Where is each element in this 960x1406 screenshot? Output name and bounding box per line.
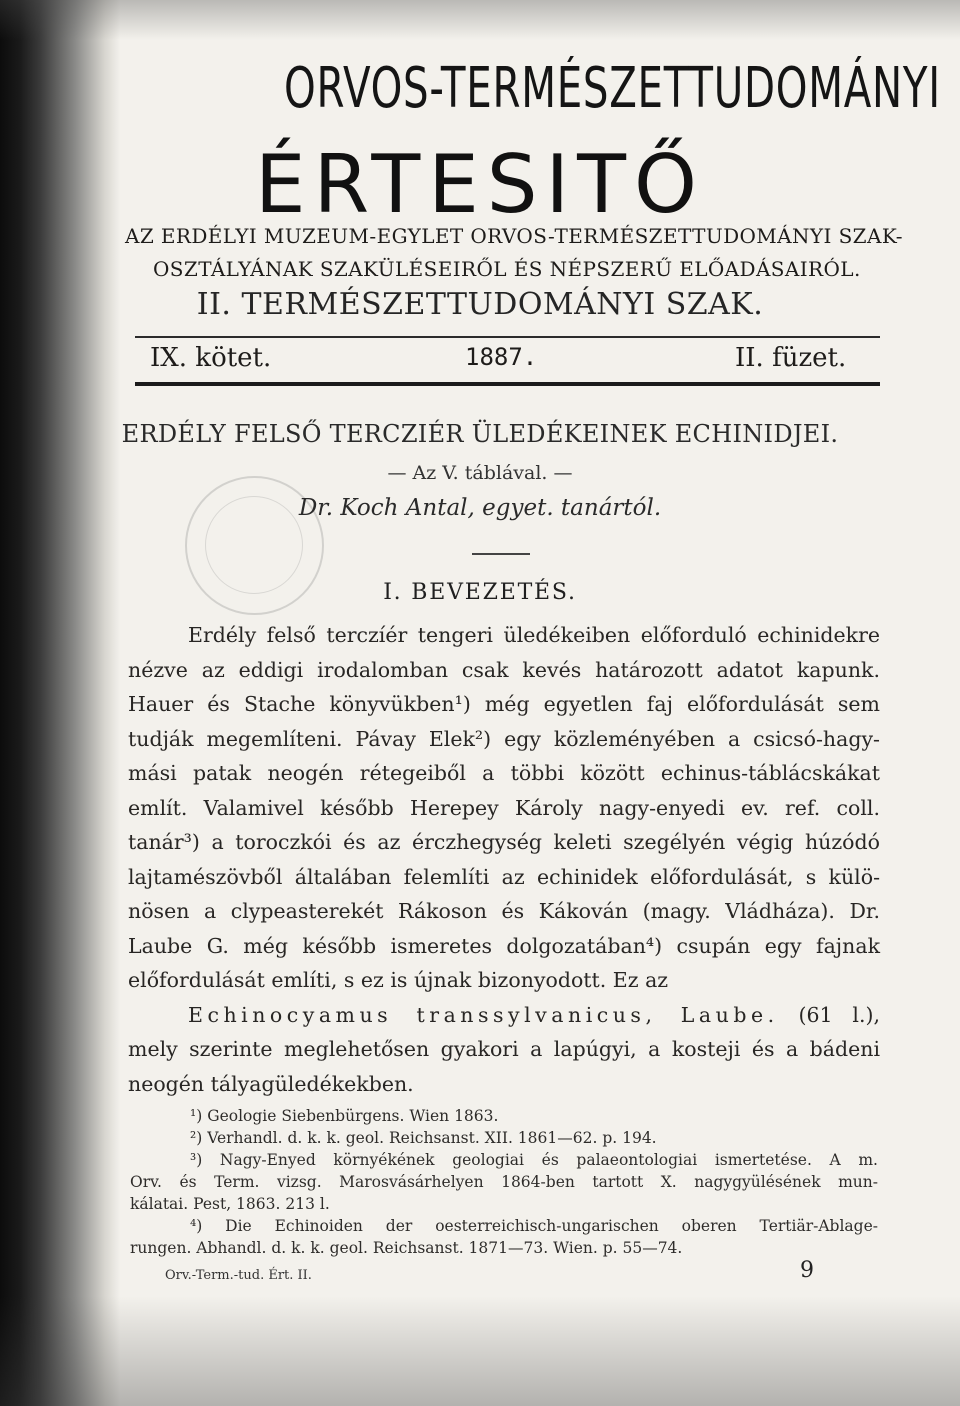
article-author: Dr. Koch Antal, egyet. tanártól. xyxy=(298,495,662,521)
body-line: mely szerinte meglehetősen gyakori a lapúgyi, a kosteji és a bádeni xyxy=(128,1037,880,1061)
footnote-3-end: kálatai. Pest, 1863. 213 l. xyxy=(130,1195,330,1213)
journal-title: ORVOS-TERMÉSZETTUDOMÁNYI xyxy=(284,56,941,121)
sheet-number: 9 xyxy=(800,1258,814,1283)
body-line: nösen a clypeasterekét Rákoson és Kákován (magy. Vládháza). Dr. xyxy=(128,899,880,923)
journal-description-line1: AZ ERDÉLYI MUZEUM-EGYLET ORVOS-TERMÉSZETTUDOMÁNYI SZAK- xyxy=(125,224,903,248)
body-line: Hauer és Stache könyvükben¹) még egyetlen faj előfordulását sem xyxy=(128,692,880,716)
body-line: lajtamészövből általában felemlíti az echinidek előfordulását, s külö- xyxy=(128,864,880,889)
short-divider xyxy=(472,553,530,555)
volume-year: 1887. xyxy=(465,343,538,371)
species-reference: (61 l.), xyxy=(798,1002,880,1027)
body-line: előfordulását említi, s ez is újnak bizonyodott. Ez az xyxy=(128,968,669,992)
chapter-heading: I. BEVEZETÉS. xyxy=(383,580,577,605)
article-title: ERDÉLY FELSŐ TERCZIÉR ÜLEDÉKEINEK ECHINIDJEI. xyxy=(121,420,839,448)
signature-mark: Orv.-Term.-tud. Ért. II. xyxy=(165,1268,312,1283)
body-line: nézve az eddigi irodalomban csak kevés határozott adatot kapunk. xyxy=(128,657,880,682)
footnote-3: ³) Nagy-Enyed környékének geologiai és palaeontologiai ismertetése. A m. xyxy=(190,1151,878,1169)
issue-label: II. füzet. xyxy=(735,343,847,373)
top-shadow xyxy=(0,0,960,40)
body-line: tanár³) a toroczkói és az érczhegység keleti szegélyén végig húzódó xyxy=(128,830,880,854)
volume-label: IX. kötet. xyxy=(150,343,272,373)
body-line: Laube G. még később ismeretes dolgozatában⁴) csupán egy fajnak xyxy=(128,933,880,958)
divider-top xyxy=(135,336,880,338)
journal-description-line2: OSZTÁLYÁNAK SZAKÜLÉSEIRŐL ÉS NÉPSZERŰ ELŐADÁSAIRÓL. xyxy=(153,257,861,281)
footnote-2: ²) Verhandl. d. k. k. geol. Reichsanst. XII. 1861—62. p. 194. xyxy=(190,1129,657,1147)
section-title: II. TERMÉSZETTUDOMÁNYI SZAK. xyxy=(196,287,764,322)
body-line: neogén tályagüledékekben. xyxy=(128,1071,414,1096)
body-line: említ. Valamivel később Herepey Károly nagy-enyedi ev. ref. coll. xyxy=(128,795,880,820)
footnotes xyxy=(130,1105,878,1259)
divider-bottom xyxy=(135,382,880,386)
body-line: Erdély felső terczíér tengeri üledékeiben előforduló echinidekre xyxy=(188,623,880,647)
bottom-shadow xyxy=(0,1296,960,1406)
footnote-4-end: rungen. Abhandl. d. k. k. geol. Reichsanst. 1871—73. Wien. p. 55—74. xyxy=(130,1239,683,1257)
article-plate-note: — Az V. táblával. — xyxy=(387,462,573,484)
body-line: mási patak neogén rétegeiből a többi között echinus-táblácskákat xyxy=(128,761,880,785)
body-line: tudják megemlíteni. Pávay Elek²) egy közleményében a csicsó-hagy- xyxy=(128,726,880,751)
footnote-1: ¹) Geologie Siebenbürgens. Wien 1863. xyxy=(190,1107,499,1125)
footnote-4: ⁴) Die Echinoiden der oesterreichisch-ungarischen oberen Tertiär-Ablage- xyxy=(190,1217,878,1235)
article-body xyxy=(128,618,880,1101)
journal-subtitle: ÉRTESITŐ xyxy=(255,138,705,231)
species-name: Echinocyamus transsylvanicus, Laube. xyxy=(188,1002,779,1027)
footnote-3-cont: Orv. és Term. vizsg. Marosvásárhelyen 1864-ben tartott X. nagygyülésének mun- xyxy=(130,1173,878,1191)
species-line xyxy=(128,998,880,1033)
volume-row xyxy=(150,343,855,377)
